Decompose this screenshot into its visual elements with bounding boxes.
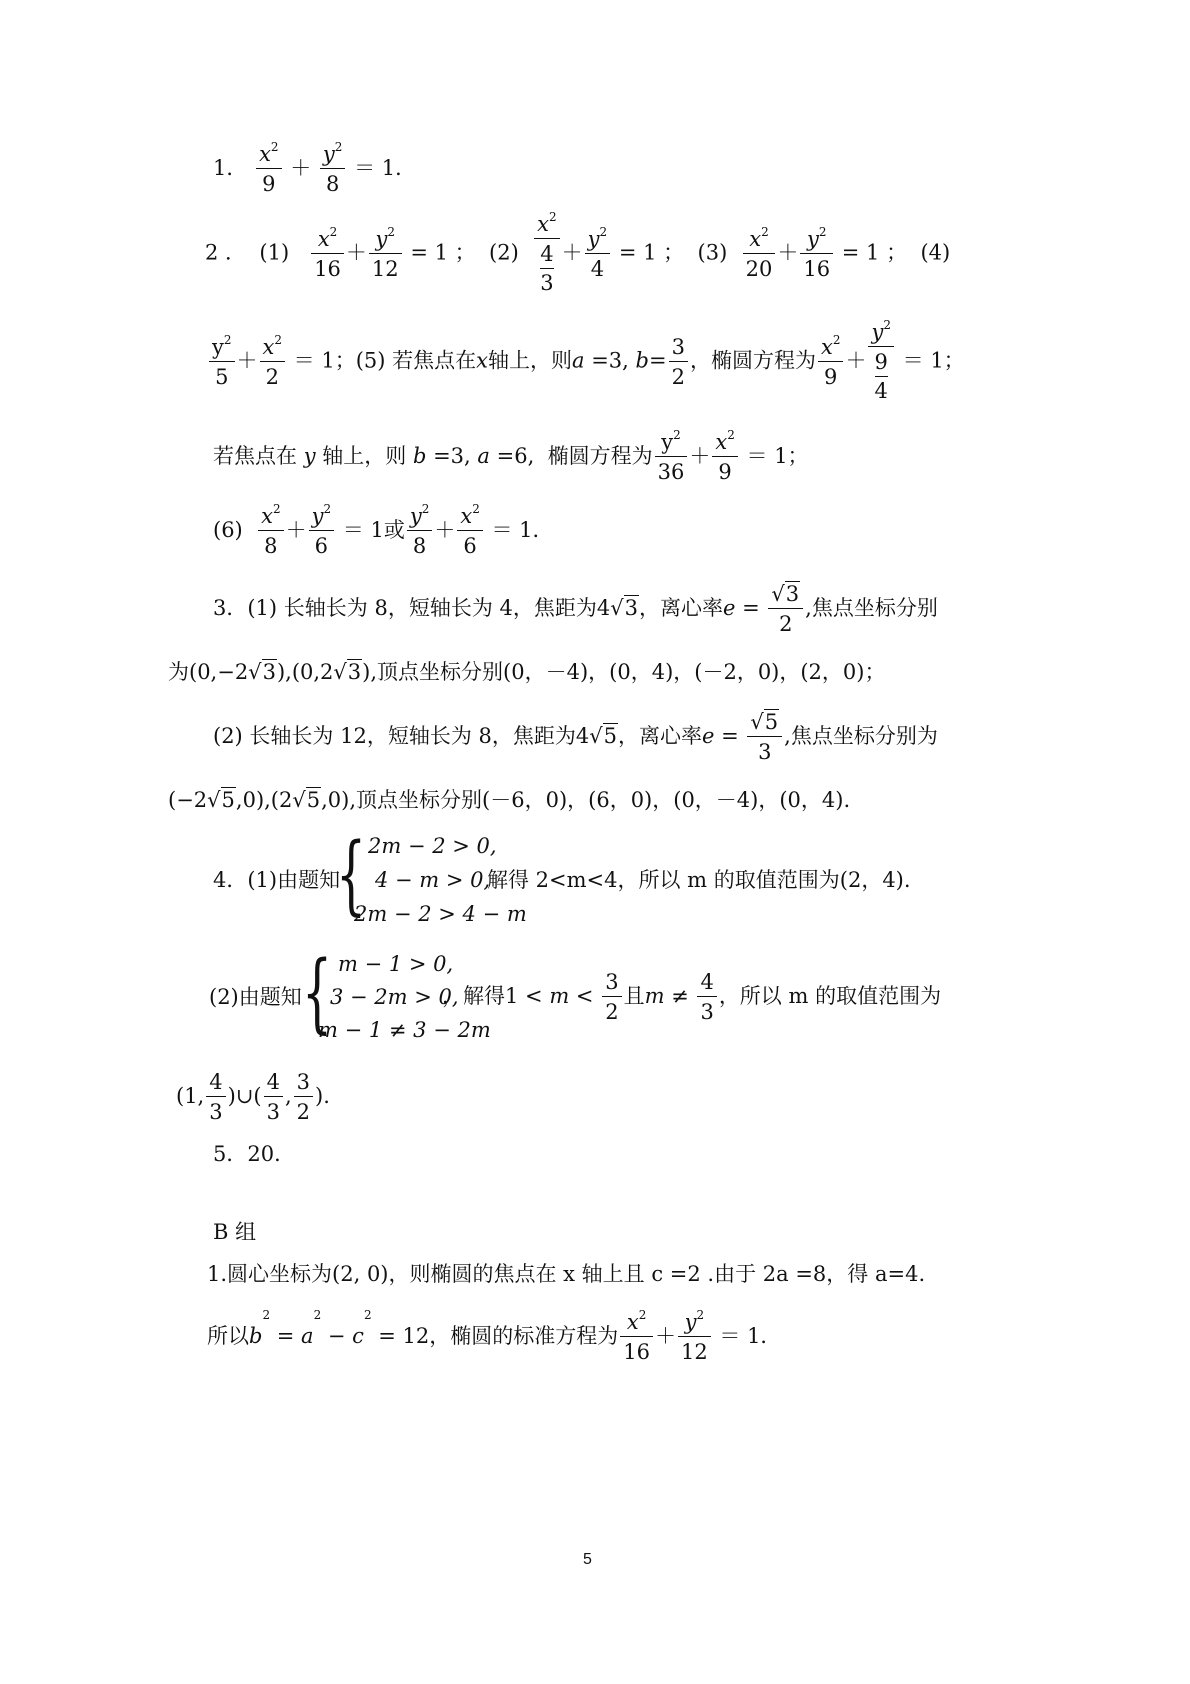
- group-b-line-2: 所以$b^2 = a^2 - c^2 = 12$，椭圆的标准方程为 $\frac{x^2}{16}$ ＋ $\frac{y^2}{12}$ ＝ 1．: [207, 1308, 782, 1364]
- answer-4-2-intro: (2)由题知: [209, 985, 302, 1009]
- answer-3-line-3: (2) 长轴长为 12，短轴长为 8，焦距为4√5，离心率e = $\frac{√5}{3}$ ,焦点坐标分别为: [213, 710, 938, 764]
- answer-4-1-brace: {: [336, 825, 367, 925]
- answer-3-line-4: (−2√5,0),(2√5,0),顶点坐标分别(－6，0)，(6，0)，(0，－4)，(0，4).: [168, 788, 851, 812]
- answer-4-2-sys-1: m − 1 > 0,: [338, 952, 454, 976]
- answer-4-1-sys-2: 4 − m > 0,: [375, 868, 491, 892]
- answer-4-2-result: ，解得1 < m < $\frac{3}{2}$ 且m ≠ $\frac{4}{3}$ ，所以 m 的取值范围为: [442, 970, 942, 1024]
- page-number: 5: [583, 1551, 592, 1568]
- answer-4-1-result: 解得 2<m<4，所以 m 的取值范围为(2，4).: [487, 868, 911, 892]
- answer-1-tail: ＝ 1．: [354, 156, 417, 180]
- group-b-title: B 组: [213, 1220, 257, 1244]
- answer-4-2-range: (1, $\frac{4}{3}$ )∪( $\frac{4}{3}$ , $\frac{3}{2}$ ).: [176, 1070, 330, 1124]
- answer-4-1-intro: 4．(1)由题知: [213, 868, 341, 892]
- answer-3-line-2: 为(0,−2√3),(0,2√3),顶点坐标分别(0，－4)，(0，4)，(－2，0)，(2，0)；: [168, 660, 886, 684]
- answer-4-1-sys-1: 2m − 2 > 0,: [368, 834, 497, 858]
- answer-1-label: 1．: [213, 156, 248, 180]
- answer-2-line-3: 若焦点在 y 轴上，则 b =3, a =6, 椭圆方程为 $\frac{y^2}{36}$ ＋ $\frac{x^2}{9}$ ＝ 1；: [213, 428, 809, 484]
- answer-4-2-sys-3: m − 1 ≠ 3 − 2m: [318, 1018, 491, 1042]
- answer-2-line-2: $\frac{y^2}{5}$ ＋ $\frac{x^2}{2}$ ＝ 1；(5) 若焦点在x轴上，则a =3, b= $\frac{3}{2}$ ，椭圆方程为 $\frac{x^2}{9}$ ＋ $y^2$ 9 4 ＝ 1；: [207, 322, 965, 402]
- answer-4-1-sys-3: 2m − 2 > 4 − m: [354, 902, 527, 926]
- answer-1: 1． $\frac{x^2}{9}$ ＋ $\frac{y^2}{8}$ ＝ 1．: [213, 140, 417, 196]
- answer-2-line-4: (6) $\frac{x^2}{8}$ ＋ $\frac{y^2}{6}$ ＝ 1或 $\frac{y^2}{8}$ ＋ $\frac{x^2}{6}$ ＝ 1．: [213, 502, 554, 558]
- answer-4-2-sys-2: 3 − 2m > 0,: [330, 985, 459, 1009]
- answer-5: 5．20．: [213, 1142, 296, 1166]
- answer-2-line-1: 2 ． (1) $\frac{x^2}{16}$ ＋ $\frac{y^2}{12}$ = 1 ； (2) $x^2$ 4 3 ＋ $\frac{y^2}{4}$ = 1 ； (3) $\frac{x^2}{20}$ ＋ $\frac{y^2}{16}$ = 1 ； (4): [205, 210, 951, 295]
- answer-3-line-1: 3．(1) 长轴长为 8，短轴长为 4，焦距为4√3，离心率e = $\frac{√3}{2}$ ,焦点坐标分别: [213, 582, 938, 636]
- answer-4-2-brace: {: [302, 943, 333, 1043]
- group-b-line-1: 1.圆心坐标为(2, 0)，则椭圆的焦点在 x 轴上且 c =2 .由于 2a =8，得 a=4.: [207, 1262, 926, 1286]
